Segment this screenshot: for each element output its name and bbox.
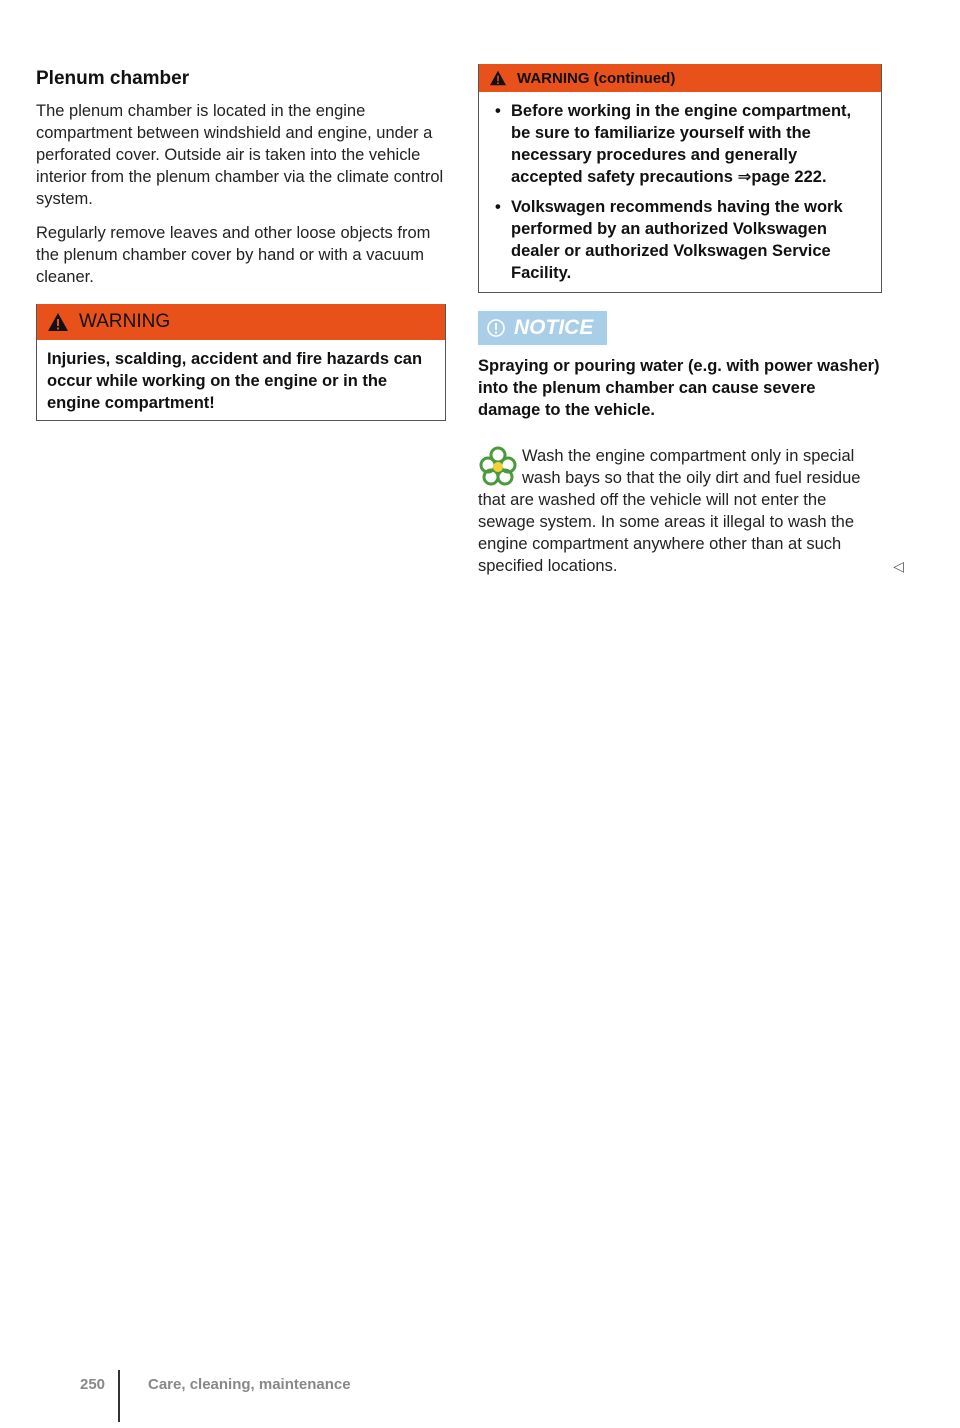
notice-exclamation-icon [486,318,506,338]
section-title: Plenum chamber [36,68,190,89]
body-paragraph-1: The plenum chamber is located in the engine compartment between windshield and engine, under a perforated cover. Outside air is taken into the vehicle interior from the plenum chamber via the climate control system. [36,102,444,208]
footer-divider [118,1370,120,1422]
warning-bullet-text: Volkswagen recommends having the work performed by an authorized Volkswagen dealer or authorized Volkswagen Service Facility. [511,198,843,282]
chapter-title: Care, cleaning, maintenance [148,1376,351,1393]
warning-label: WARNING [79,311,171,332]
warning-bullet-2 [489,196,871,284]
warning-bullet-text: Before working in the engine compartment, be sure to familiarize yourself with the necessary procedures and generally accepted safety precautions ⇒page 222. [511,102,852,186]
environment-flower-icon [478,445,518,489]
environment-note [478,445,904,577]
page-footer [80,1370,480,1420]
section-end-marker: ◁ [893,558,904,574]
environment-text: Wash the engine compartment only in special wash bays so that the oily dirt and fuel residue that are washed off the vehicle will not enter the sewage system. In some areas it illegal to wash the engine compartment anywhere other than at such specified locations. [478,447,861,575]
bullet-dot: • [495,102,501,120]
page-number: 250 [80,1376,106,1393]
notice-text: Spraying or pouring water (e.g. with power washer) into the plenum chamber can cause severe damage to the vehicle. [478,357,880,419]
notice-badge [478,311,607,345]
bullet-dot: • [495,198,501,216]
warning-header [37,304,445,340]
warning-text: Injuries, scalding, accident and fire hazards can occur while working on the engine or in the engine compartment! [47,350,423,412]
left-column [36,68,446,421]
body-paragraph-2: Regularly remove leaves and other loose objects from the plenum chamber cover by hand or with a vacuum cleaner. [36,224,431,286]
warning-bullet-1 [489,100,871,188]
warning-continued-header [479,64,881,92]
notice-label: NOTICE [514,316,594,339]
warning-box [36,304,446,421]
warning-triangle-icon [47,312,69,332]
warning-continued-label: WARNING (continued) [517,69,676,87]
warning-continued-body [479,92,881,292]
right-column [478,64,904,577]
warning-triangle-icon [489,70,507,86]
warning-continued-box [478,64,882,293]
